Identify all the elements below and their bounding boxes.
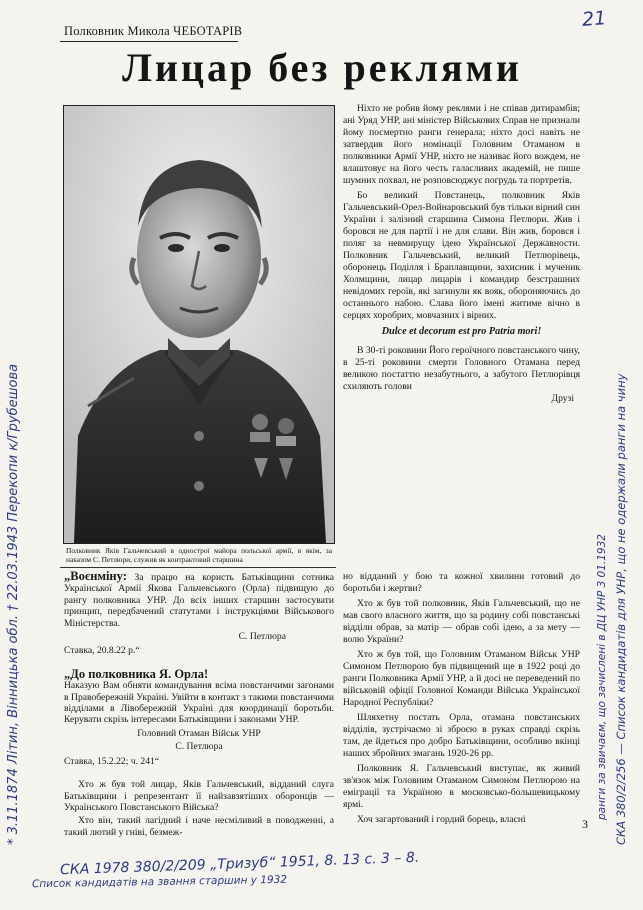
body-paragraph: Хто ж був той полковник, Яків Гальчевський, що не мав свого власного життя, що за родину собі повстанські відділи обрав, за матір — обрав собі ідею, а за мету — волю України? <box>343 598 580 645</box>
author-underline <box>60 41 238 42</box>
body-paragraph: Шляхетну постать Орла, отамана повстанських відділів, зустрічаємо зі зброєю в руках справді скрізь там, де йдеться про добро Батьківщини, особливо вкінці наших збройних змагань 1920-26 рр. <box>343 712 580 759</box>
handwritten-right-margin-2: ранги за звичаєм, що зачислені в ДЦ УНР 3 01.1932 <box>596 534 608 820</box>
section-divider <box>60 567 336 568</box>
author-line: Полковник Микола ЧЕБОТАРІВ <box>64 24 243 38</box>
body-paragraph: Ніхто не робив йому реклями і не співав дитирамбів; ані Уряд УНР, ані міністер Військових Справ не признали йому посмертно ранги генерала; ніхто досі навіть не затвердив його номінації Головним Отаманом в полковники Армії УНР, ніхто не називає його вождем, не влаштовує на його честь галасливих академій, не пише шумних похвал, не розповсюджує погрудь та портретів. <box>343 103 580 186</box>
photo-caption: Полковник Яків Гальчевський в однострої майора польської армії, в якім, за наказом С. Петлюри, служив як контрактовий старшина <box>66 546 332 565</box>
handwritten-bottom-reference: СКА 1978 380/2/209 „Тризуб“ 1951, 8. 13 с. 3 – 8. <box>59 849 420 879</box>
body-paragraph: но відданий у бою та кожної хвилини готовий до боротьби і жертви? <box>343 571 580 594</box>
body-paragraph: Хто ж був той, що Головним Отаманом Військ УНР Симоном Петлюрою був підвищений ще в 1922 році до ранги Полковника Армії УНР, а й досі не переведений по військовій офіції Головної Команди Війська Української Народної Республіки? <box>343 649 580 708</box>
right-column-lower <box>343 571 580 826</box>
left-column-documents <box>64 571 334 838</box>
document-signature-title: Головний Отаман Військ УНР <box>137 727 261 739</box>
document-body: Наказую Вам обняти командування всіма повстанчими загонами в Правобережній Україні. Увійти в контакт з такими повстанчими відділами в Лівобережній Україні для координації боротьби. Керувати скрізь інтересами Батьківщини і законами УНР. <box>64 680 334 726</box>
document-body: За працю на користь Батьківщини сотника Української Армії Якова Гальчевського (Орла) підвищую до рангу полковника УНР. До всіх інших старшин застосувати принцип, передбачений статутами і інструкціями Військового Міністерства. <box>64 572 334 629</box>
body-paragraph: Полковник Я. Гальчевський виступає, як живий зв'язок між Головним Отаманом Симоном Петлюрою на еміграції та Україною в московсько-большевицькому ярмі. <box>343 763 580 810</box>
portrait-photo <box>63 105 335 544</box>
latin-motto: Dulce et decorum est pro Patria mori! <box>381 326 542 337</box>
document-title: „Воєнміну: <box>64 569 127 583</box>
page-marker-handwritten: 21 <box>581 7 607 31</box>
article-headline: Лицар без реклями <box>122 45 522 90</box>
right-column-upper <box>343 103 580 405</box>
body-paragraph: Бо великий Повстанець, полковник Яків Гальчевський-Орел-Войнаровський був тільки вірний син України і залізний старшина Симона Петлюри. Жив і боровся не для партії і не для слави. Він жив, боровся і поляг за невмирущу ідею Української Державности. Полковник Гальчевський, великий Петлюрівець, оборонець Поділля і Браплавщини, захисник і мученик Холмщини, лицар лицарів і командир безстрашних невідомих героїв, які загинули як вояк, обороняючись до останнього набою. Слава його імені житиме вічно в серцях хоробрих, мовчазних і вірних. <box>343 190 580 321</box>
body-paragraph: Хто ж був той лицар, Яків Гальчевський, відданий слуга Батьківщини і репрезентант її найзавзятіших оборонців — Українського Повстанського Війська? <box>64 779 334 813</box>
handwritten-right-margin-1: СКА 380/2/256 — Список кандидатів для УНР, що не одержали ранги на чину <box>614 373 628 845</box>
body-paragraph: Хоч загартований і гордий борець, власні <box>357 814 526 825</box>
document-title: „До полковника Я. Орла! <box>64 666 209 681</box>
tribute-paragraph: В 30-ті роковини Його героїчного повстанського чину, в 25-ті роковини смерти Головного Отамана перед великою постаттю незабутнього, а забутого Петлюрівця схиляють голови <box>343 344 580 392</box>
document-1 <box>64 571 334 629</box>
left-body-text <box>64 779 334 838</box>
document-date: Ставка, 15.2.22; ч. 241“ <box>64 755 160 767</box>
signoff: Друзі <box>551 392 574 404</box>
handwritten-bottom-note: Список кандидатів на звання старшин у 1932 <box>31 873 288 891</box>
page-number: 3 <box>582 817 588 831</box>
document-signature: С. Петлюра <box>175 741 223 753</box>
document-date: Ставка, 20.8.22 р.“ <box>64 645 140 657</box>
document-signature: С. Петлюра <box>238 631 286 643</box>
portrait-illustration <box>64 106 334 543</box>
handwritten-left-margin: * 3.11.1874 Літин, Вінницька обл. † 22.03.1943 Перекопи к/Грубешова <box>6 363 21 845</box>
body-paragraph: Хто він, такий лагідний і наче несміливий в поводженні, а такий лютий у гніві, безмеж- <box>64 815 334 838</box>
